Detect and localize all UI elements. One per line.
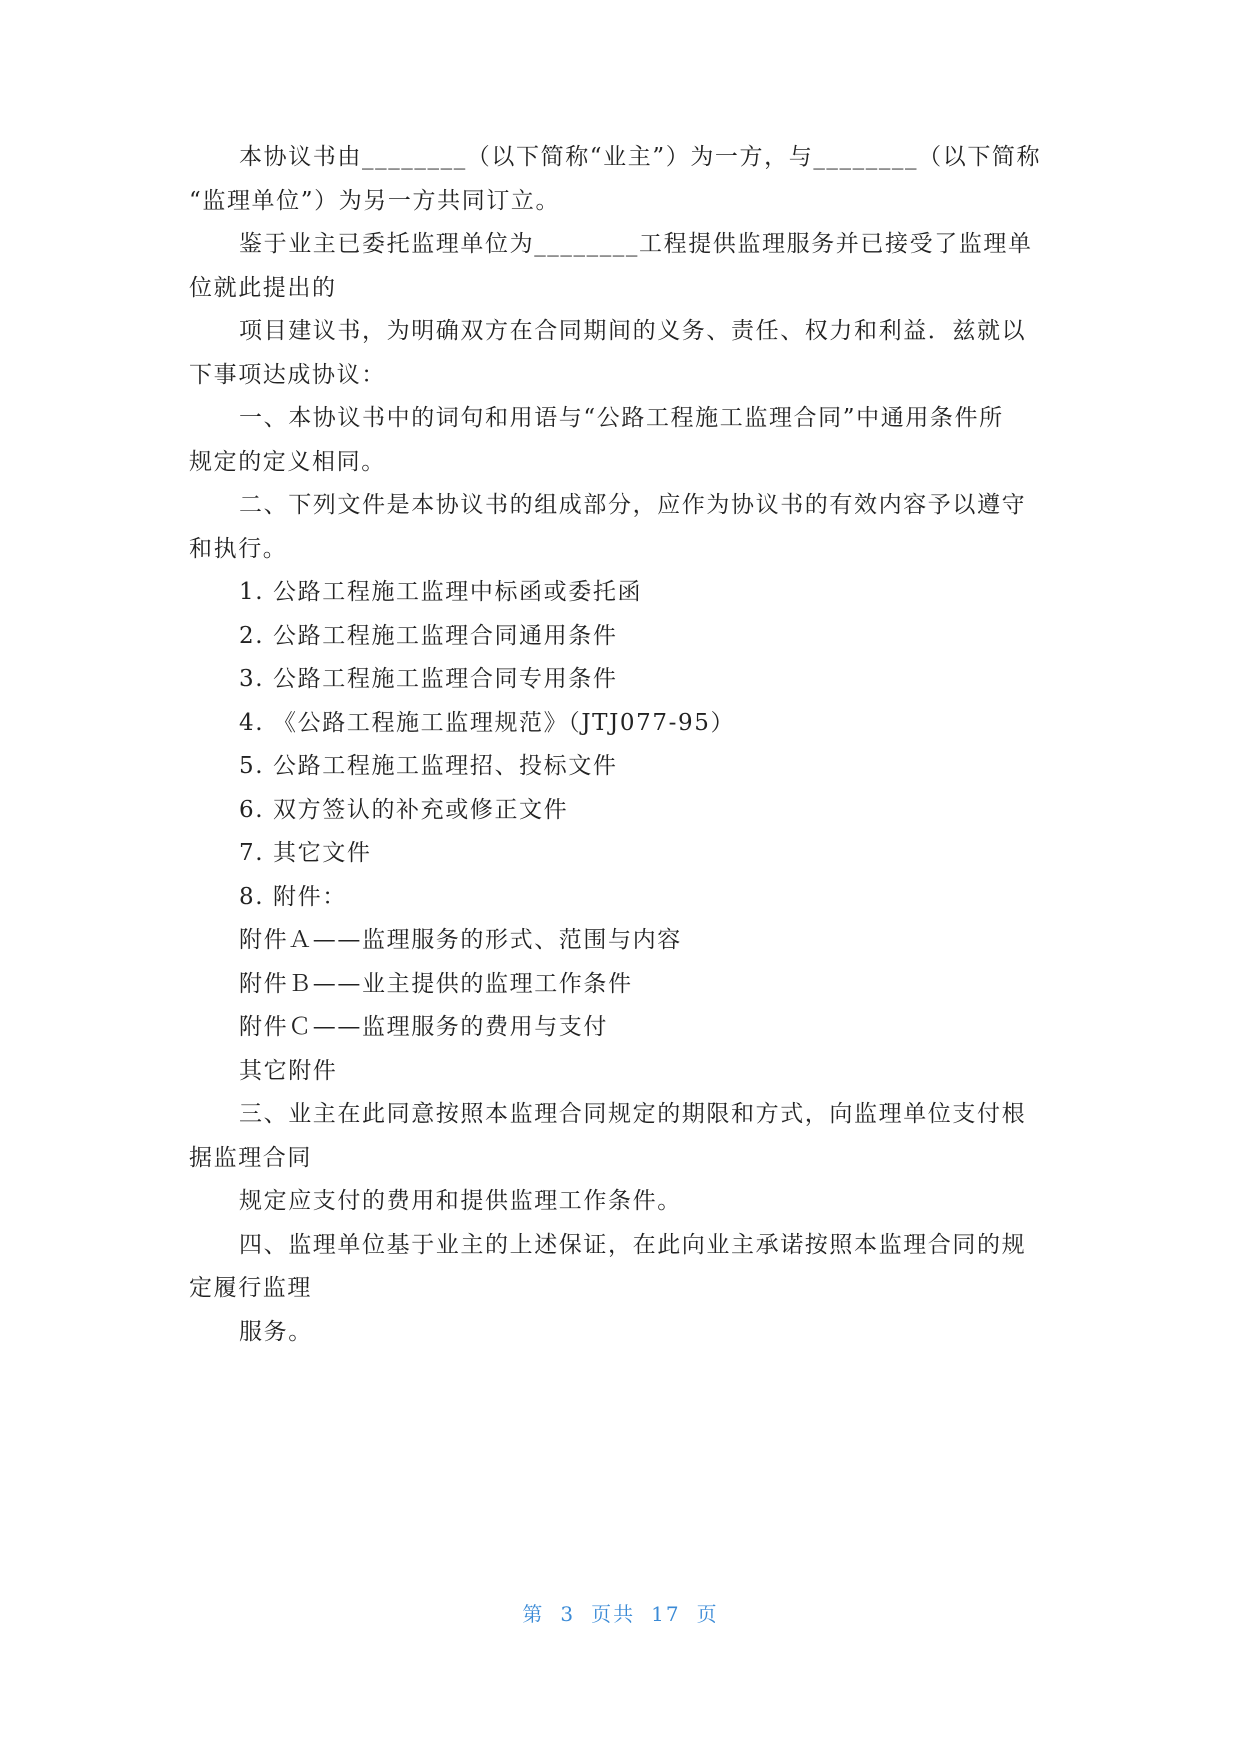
total-pages-number: 17 <box>651 1602 681 1626</box>
footer-suffix: 页 <box>696 1602 719 1626</box>
text-line: 定履行监理 <box>189 1275 312 1301</box>
list-item: 2. 公路工程施工监理合同通用条件 <box>239 623 618 649</box>
text-line: 四、监理单位基于业主的上述保证，在此向业主承诺按照本监理合同的规 <box>239 1232 1027 1258</box>
text-line: 鉴于业主已委托监理单位为________工程提供监理服务并已接受了监理单 <box>239 231 1033 257</box>
list-item: 6. 双方签认的补充或修正文件 <box>239 797 569 823</box>
attachment-item: 附件Ｃ——监理服务的费用与支付 <box>239 1014 608 1040</box>
footer-prefix: 第 <box>522 1602 545 1626</box>
text-line: 规定的定义相同。 <box>189 449 386 475</box>
footer-middle: 页共 <box>591 1602 636 1626</box>
list-item: 5. 公路工程施工监理招、投标文件 <box>239 753 618 779</box>
text-line: 规定应支付的费用和提供监理工作条件。 <box>239 1188 682 1214</box>
text-line: 项目建议书，为明确双方在合同期间的义务、责任、权力和利益．兹就以 <box>239 318 1027 344</box>
text-line: 二、下列文件是本协议书的组成部分，应作为协议书的有效内容予以遵守 <box>239 492 1027 518</box>
page-footer <box>0 1598 1241 1627</box>
current-page-number: 3 <box>560 1602 576 1626</box>
attachment-item: 附件Ａ——监理服务的形式、范围与内容 <box>239 927 682 953</box>
list-item: 7. 其它文件 <box>239 840 372 866</box>
list-item: 8. 附件： <box>239 884 347 910</box>
text-line: 一、本协议书中的词句和用语与“公路工程施工监理合同”中通用条件所 <box>239 405 1004 431</box>
text-line: 本协议书由________（以下简称“业主”）为一方，与________（以下简称 <box>239 144 1042 170</box>
attachment-item: 附件Ｂ——业主提供的监理工作条件 <box>239 971 633 997</box>
text-line: 位就此提出的 <box>189 275 337 301</box>
text-line: 和执行。 <box>189 536 288 562</box>
text-line: 三、业主在此同意按照本监理合同规定的期限和方式，向监理单位支付根 <box>239 1101 1027 1127</box>
list-item: 3. 公路工程施工监理合同专用条件 <box>239 666 618 692</box>
text-line: 服务。 <box>239 1319 313 1345</box>
text-line: 据监理合同 <box>189 1145 312 1171</box>
list-item: 4. 《公路工程施工监理规范》（JTJ077-95） <box>239 710 736 736</box>
text-line: 下事项达成协议： <box>189 362 386 388</box>
list-item: 1. 公路工程施工监理中标函或委托函 <box>239 579 643 605</box>
attachment-item: 其它附件 <box>239 1058 338 1084</box>
text-line: “监理单位”）为另一方共同订立。 <box>189 188 561 214</box>
